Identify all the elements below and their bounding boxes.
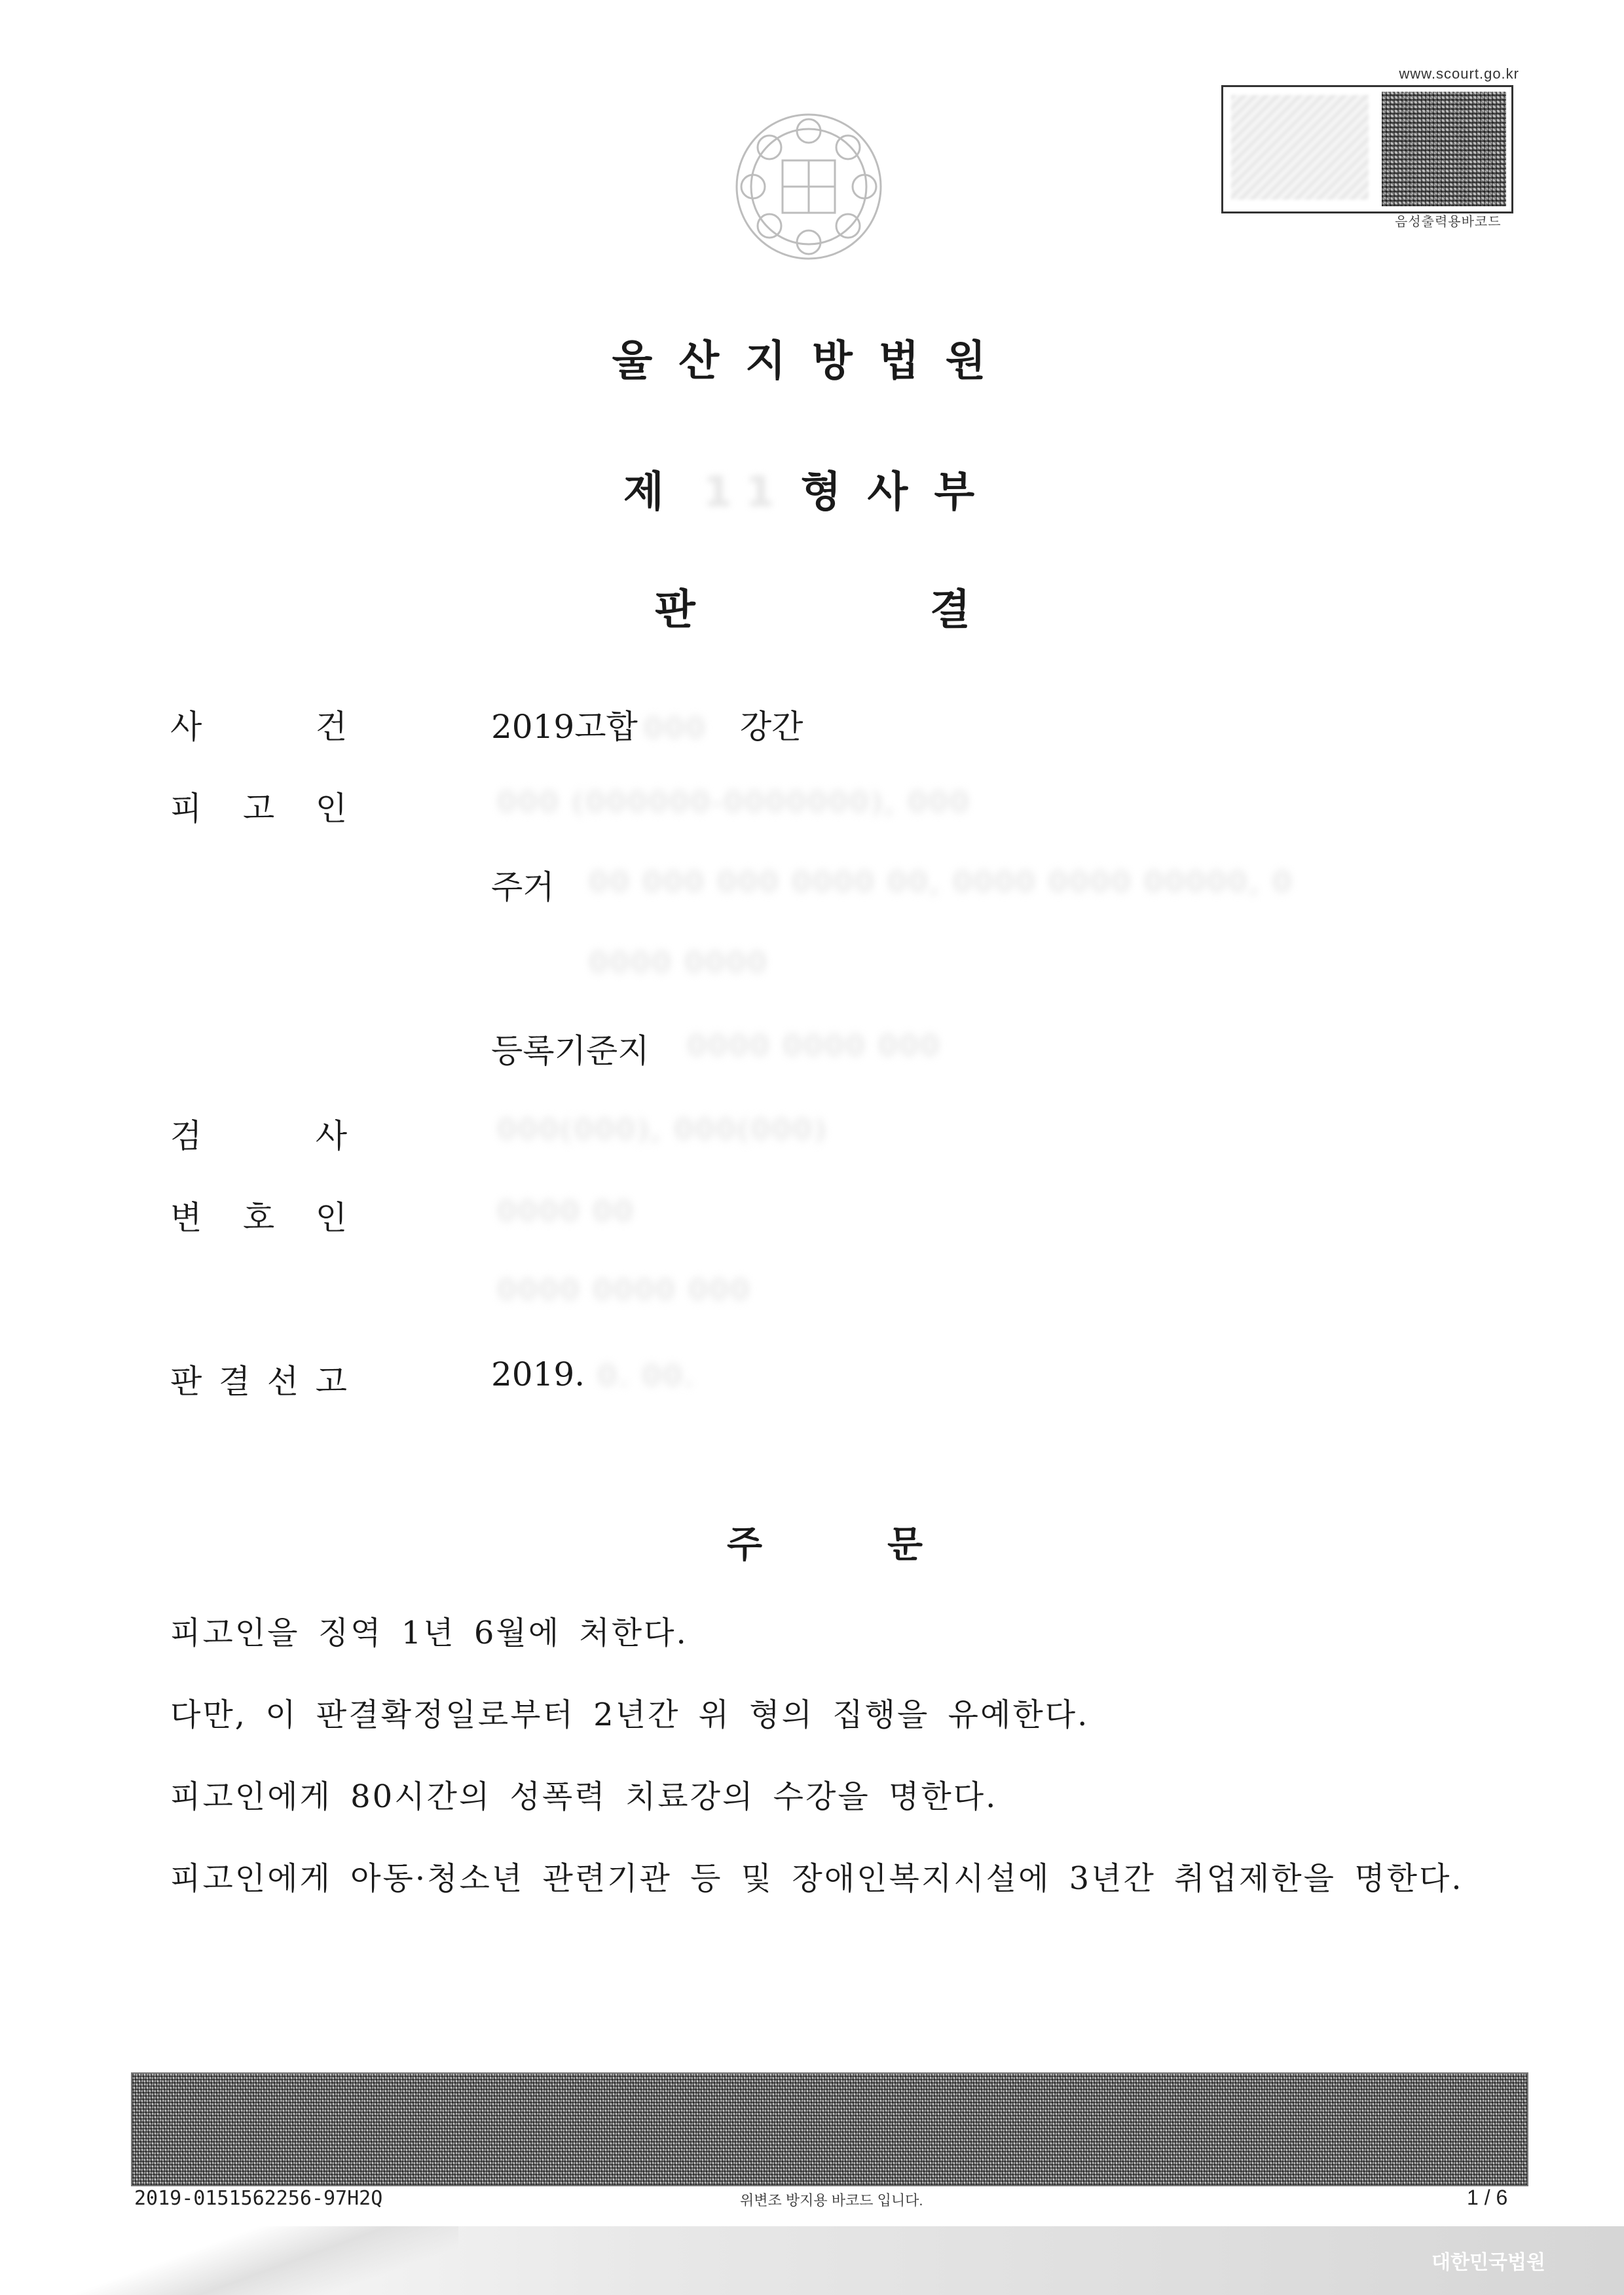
verdict-date-label xyxy=(170,1355,347,1403)
division-number: 11 xyxy=(703,468,788,517)
defendant-value-redacted: 000 (000000-0000000), 000 xyxy=(498,786,972,819)
disposition-heading-char-2: 문 xyxy=(887,1524,923,1566)
order-line-4: 피고인에게 아동·청소년 관련기관 등 및 장애인복지시설에 3년간 취업제한을 명한다. xyxy=(170,1860,1464,1897)
prosecutor-label xyxy=(170,1110,347,1157)
counsel-value-line-1: 0000 00 xyxy=(498,1195,635,1228)
verdict-date-label-char-3: 선 xyxy=(267,1363,299,1401)
registry-value-redacted: 0000 0000 000 xyxy=(688,1029,942,1063)
registry-label: 등록기준지 xyxy=(491,1032,650,1070)
division-suffix: 형사부 xyxy=(800,468,1001,517)
document-type-char-1: 판 xyxy=(655,586,695,634)
counsel-label-char-1: 변 xyxy=(170,1199,202,1237)
qr-url: www.scourt.go.kr xyxy=(1399,65,1519,82)
verdict-date-value xyxy=(491,1355,696,1393)
order-line-3: 피고인에게 80시간의 성폭력 치료강의 수강을 명한다. xyxy=(170,1778,998,1815)
case-number-redacted: 000 xyxy=(644,712,707,745)
prosecutor-value-redacted: 000(000), 000(000) xyxy=(498,1113,828,1147)
court-seal-icon xyxy=(727,105,891,268)
verdict-date-prefix: 2019. xyxy=(491,1355,585,1393)
disposition-heading-char-1: 주 xyxy=(727,1524,763,1566)
prosecutor-label-char-2: 사 xyxy=(315,1117,347,1155)
address-value-line-1: 00 000 000 0000 00, 0000 0000 00000, 0 xyxy=(589,866,1294,899)
case-label-char-2: 건 xyxy=(315,708,347,746)
case-value xyxy=(491,701,803,748)
qr-code-icon xyxy=(1382,92,1506,206)
qr-blurred-text xyxy=(1231,95,1369,200)
address-label: 주거 xyxy=(491,868,555,906)
order-line-1: 피고인을 징역 1년 6월에 처한다. xyxy=(170,1615,688,1651)
court-name: 울산지방법원 xyxy=(612,337,1012,386)
division-heading xyxy=(0,458,1624,519)
counsel-label-char-2: 호 xyxy=(242,1199,275,1237)
document-type-char-2: 결 xyxy=(930,586,970,634)
anti-forgery-barcode-icon xyxy=(131,2072,1528,2186)
counsel-value-line-2: 0000 0000 000 xyxy=(498,1274,752,1307)
order-line-2: 다만, 이 판결확정일로부터 2년간 위 형의 집행을 유예한다. xyxy=(170,1697,1090,1733)
counsel-label xyxy=(170,1192,347,1239)
verdict-date-redacted: 0. 00. xyxy=(598,1359,697,1393)
footer-court-name: 대한민국법원 xyxy=(1431,2251,1545,2274)
document-number: 2019-0151562256-97H2Q xyxy=(134,2187,383,2210)
verdict-date-label-char-4: 고 xyxy=(315,1363,347,1401)
counsel-label-char-3: 인 xyxy=(315,1199,347,1237)
defendant-label xyxy=(170,782,347,830)
case-label xyxy=(170,701,347,748)
verdict-date-label-char-2: 결 xyxy=(218,1363,251,1401)
defendant-label-char-3: 인 xyxy=(315,790,347,828)
case-charge: 강간 xyxy=(739,708,803,746)
address-value-line-2: 0000 0000 xyxy=(589,946,769,980)
footer-swoosh xyxy=(0,2226,458,2295)
division-prefix: 제 xyxy=(623,468,690,517)
case-label-char-1: 사 xyxy=(170,708,202,746)
page-number: 1 / 6 xyxy=(1467,2186,1508,2209)
defendant-label-char-2: 고 xyxy=(242,790,275,828)
defendant-label-char-1: 피 xyxy=(170,790,202,828)
qr-label: 음성출력용바코드 xyxy=(1395,215,1502,229)
barcode-note: 위변조 방지용 바코드 입니다. xyxy=(740,2192,923,2209)
case-number-prefix: 2019고합 xyxy=(491,708,638,746)
prosecutor-label-char-1: 검 xyxy=(170,1117,202,1155)
verdict-date-label-char-1: 판 xyxy=(170,1363,202,1401)
